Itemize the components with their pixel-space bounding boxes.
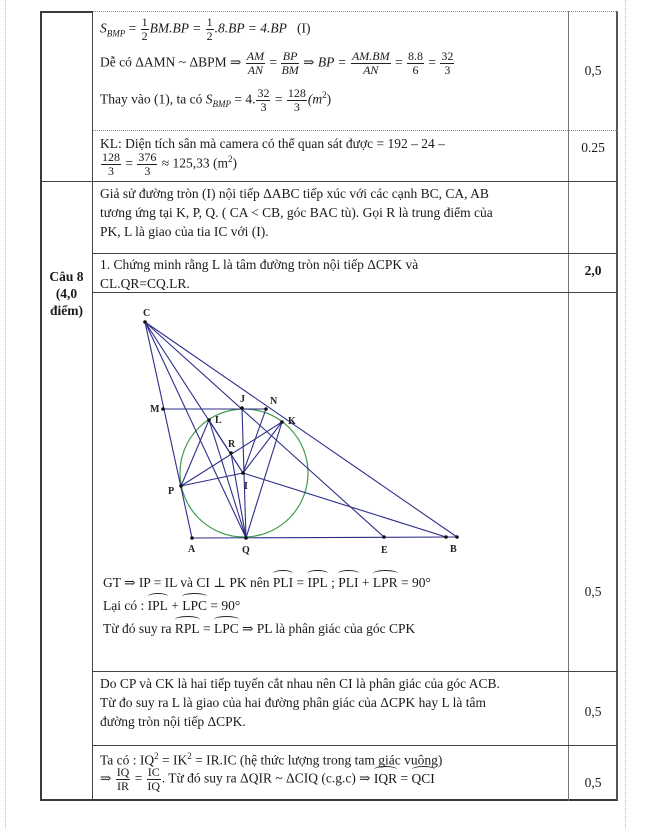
row5-line2 [103,596,240,615]
equals: = [125,20,140,36]
point-l [207,418,211,422]
point-label-p: P [168,486,175,497]
angle: LPC [213,621,239,636]
numerator: AM.BM [351,49,390,63]
exponent: 2 [187,751,192,761]
segment-ca [145,322,192,538]
score-row1: 0,5 [584,63,602,78]
point-p [179,484,183,488]
angle: QCI [411,770,435,786]
angle: IQR [373,770,398,786]
denominator: 2 [206,29,213,43]
score-row5: 0,5 [584,584,602,599]
point-label-b: B [450,544,457,555]
row5-line1 [103,573,431,592]
question-points: (4,0 [55,286,78,301]
prompt-line: 1. Chứng minh rằng L là tâm đường tròn nội tiếp ΔCPK và [100,257,419,272]
row5-line3 [103,619,415,638]
point-label-j: J [240,394,245,405]
numerator: 376 [138,149,157,164]
expression: = 90° [397,575,431,590]
expression: Ta có : IQ [100,752,155,768]
area-subscript: BMP [106,28,126,39]
diagram-lines [145,322,457,538]
statement-line: Giả sử đường tròn (I) nội tiếp ΔABC tiếp xúc với các cạnh BC, CA, AB [100,186,489,201]
denominator: 3 [144,163,151,178]
point-label-r: R [228,439,236,450]
point-a [190,536,194,540]
text-line: Do CP và CK là hai tiếp tuyến cắt nhau nên CI là phân giác của góc ACB. [100,676,500,691]
denominator: BM [281,63,299,77]
segment-ki [243,422,282,473]
expression: . Từ đó suy ra ΔQIR ~ ΔCIQ (c.g.c) ⇒ [161,770,374,786]
separator: ; [327,575,339,590]
denominator: 3 [293,99,300,114]
point-k [280,420,284,424]
plus: + [358,575,373,590]
text-line: Từ đo suy ra L là giao của hai đường phân giác của ΔCPK hay L là tâm [100,695,486,710]
implies: ⇒ [100,770,115,786]
expression: Thay vào (1), ta có [100,91,206,107]
fraction [116,766,131,793]
unit: ) [232,155,238,171]
exponent: 2 [154,751,159,761]
equals: = [199,621,214,636]
expression: .8.BP = 4.BP [214,20,287,36]
segment-ni [243,409,266,473]
segment-ax [192,537,457,538]
point-label-q: Q [242,545,250,556]
denominator: AN [247,63,264,77]
score-part1: 2,0 [584,263,602,278]
expression: GT ⇒ IP = IL và CI ⊥ PK nên [103,575,273,590]
area-subscript: BMP [212,99,231,110]
area-symbol: S [100,20,107,36]
score-row6: 0,5 [584,704,602,719]
numerator: 1 [141,15,148,29]
segment-cq [145,322,246,538]
expression: = IK [158,752,188,768]
point-label-m: M [150,404,160,415]
numerator: 128 [287,85,306,100]
numerator: 1 [206,15,213,29]
equals: = [122,155,137,171]
angle: IPL [147,598,168,613]
point-i [241,471,245,475]
row7-line2 [100,766,435,793]
denominator: 3 [108,163,114,178]
point-label-l: L [215,415,222,426]
expression: = IR.IC (hệ thức lượng trong tam giác vuông) [191,752,443,768]
plus: + [167,598,183,613]
expression: Dễ có ΔAMN ~ ΔBPM ⇒ [100,54,245,70]
point-label-a: A [188,544,196,555]
denominator: 3 [260,99,267,114]
equals: = [293,575,308,590]
denominator: IQ [147,779,161,793]
angle: RPL [174,621,200,636]
point-label-k: K [288,416,296,427]
point-label-n: N [270,396,278,407]
point-label-e: E [381,545,388,556]
row2-line1: KL: Diện tích sân mà camera có thể quan sát được = 192 – 24 – [100,136,445,151]
angle: PLI [338,575,359,590]
unit: (m [307,91,323,107]
point-m [161,407,165,411]
point-n [264,407,268,411]
expression: ⇒ BP = [299,54,350,70]
numerator: BP [282,49,298,63]
numerator: 32 [441,49,454,63]
row6-text [100,674,500,731]
equals: = [424,54,440,70]
numerator: 8.8 [407,49,423,63]
point-e [382,535,386,539]
equals: = [397,770,412,786]
denominator: 6 [412,63,419,77]
denominator: 2 [141,29,148,43]
unit: ) [326,91,332,107]
expression: Lại có : [103,598,148,613]
statement-line: tương ứng tại K, P, Q. ( CA < CB, góc BAC tù). Gọi R là trung điểm của [100,205,493,220]
numerator: AM [246,49,265,63]
denominator: AN [363,63,379,77]
equation-tag: (I) [296,20,311,36]
point-r [229,451,233,455]
text-line: đường tròn nội tiếp ΔCPK. [100,714,246,729]
unit-exponent: 2 [322,90,327,100]
angle: LPR [372,575,398,590]
prompt-line: CL.QR=CQ.LR. [100,276,190,291]
point-q [244,536,248,540]
area-symbol: S [205,91,213,107]
point-j [240,406,244,410]
question-points-unit: điểm) [50,303,83,318]
segment-ce [145,322,384,537]
point-c [143,320,147,324]
equals: = [391,54,406,70]
score-row7: 0,5 [584,775,602,790]
point-x [455,535,459,539]
expression: = 4. [230,91,256,107]
expression: ⇒ PL là phân giác của góc CPK [238,621,416,636]
numerator: 128 [102,149,120,164]
angle: PLI [272,575,294,590]
denominator: IR [117,779,130,793]
point-label-i: I [244,481,248,492]
expression: = 90° [207,598,241,613]
segment-ib [243,473,446,537]
statement-line: PK, L là giao của tia IC với (I). [100,224,269,239]
unit-exponent: 2 [228,154,233,164]
angle: LPC [182,598,207,613]
equals: = [271,91,286,107]
segment-kq [246,422,282,538]
numerator: 32 [257,85,270,100]
angle: IPL [307,575,328,590]
expression: BM.BP = [149,20,205,36]
numerator: IC [147,765,160,779]
segment-cx [145,322,457,537]
score-row2: 0.25 [581,140,605,155]
equals: = [266,54,281,70]
question-number: Câu 8 [49,269,84,284]
denominator: 3 [444,63,451,77]
numerator: IQ [116,765,130,779]
result: ≈ 125,33 (m [158,155,229,171]
diagram-points [143,308,459,556]
fraction [147,766,161,793]
expression: Từ đó suy ra [103,621,175,636]
equals: = [131,770,146,786]
point-b [444,535,448,539]
point-label-c: C [143,308,151,319]
